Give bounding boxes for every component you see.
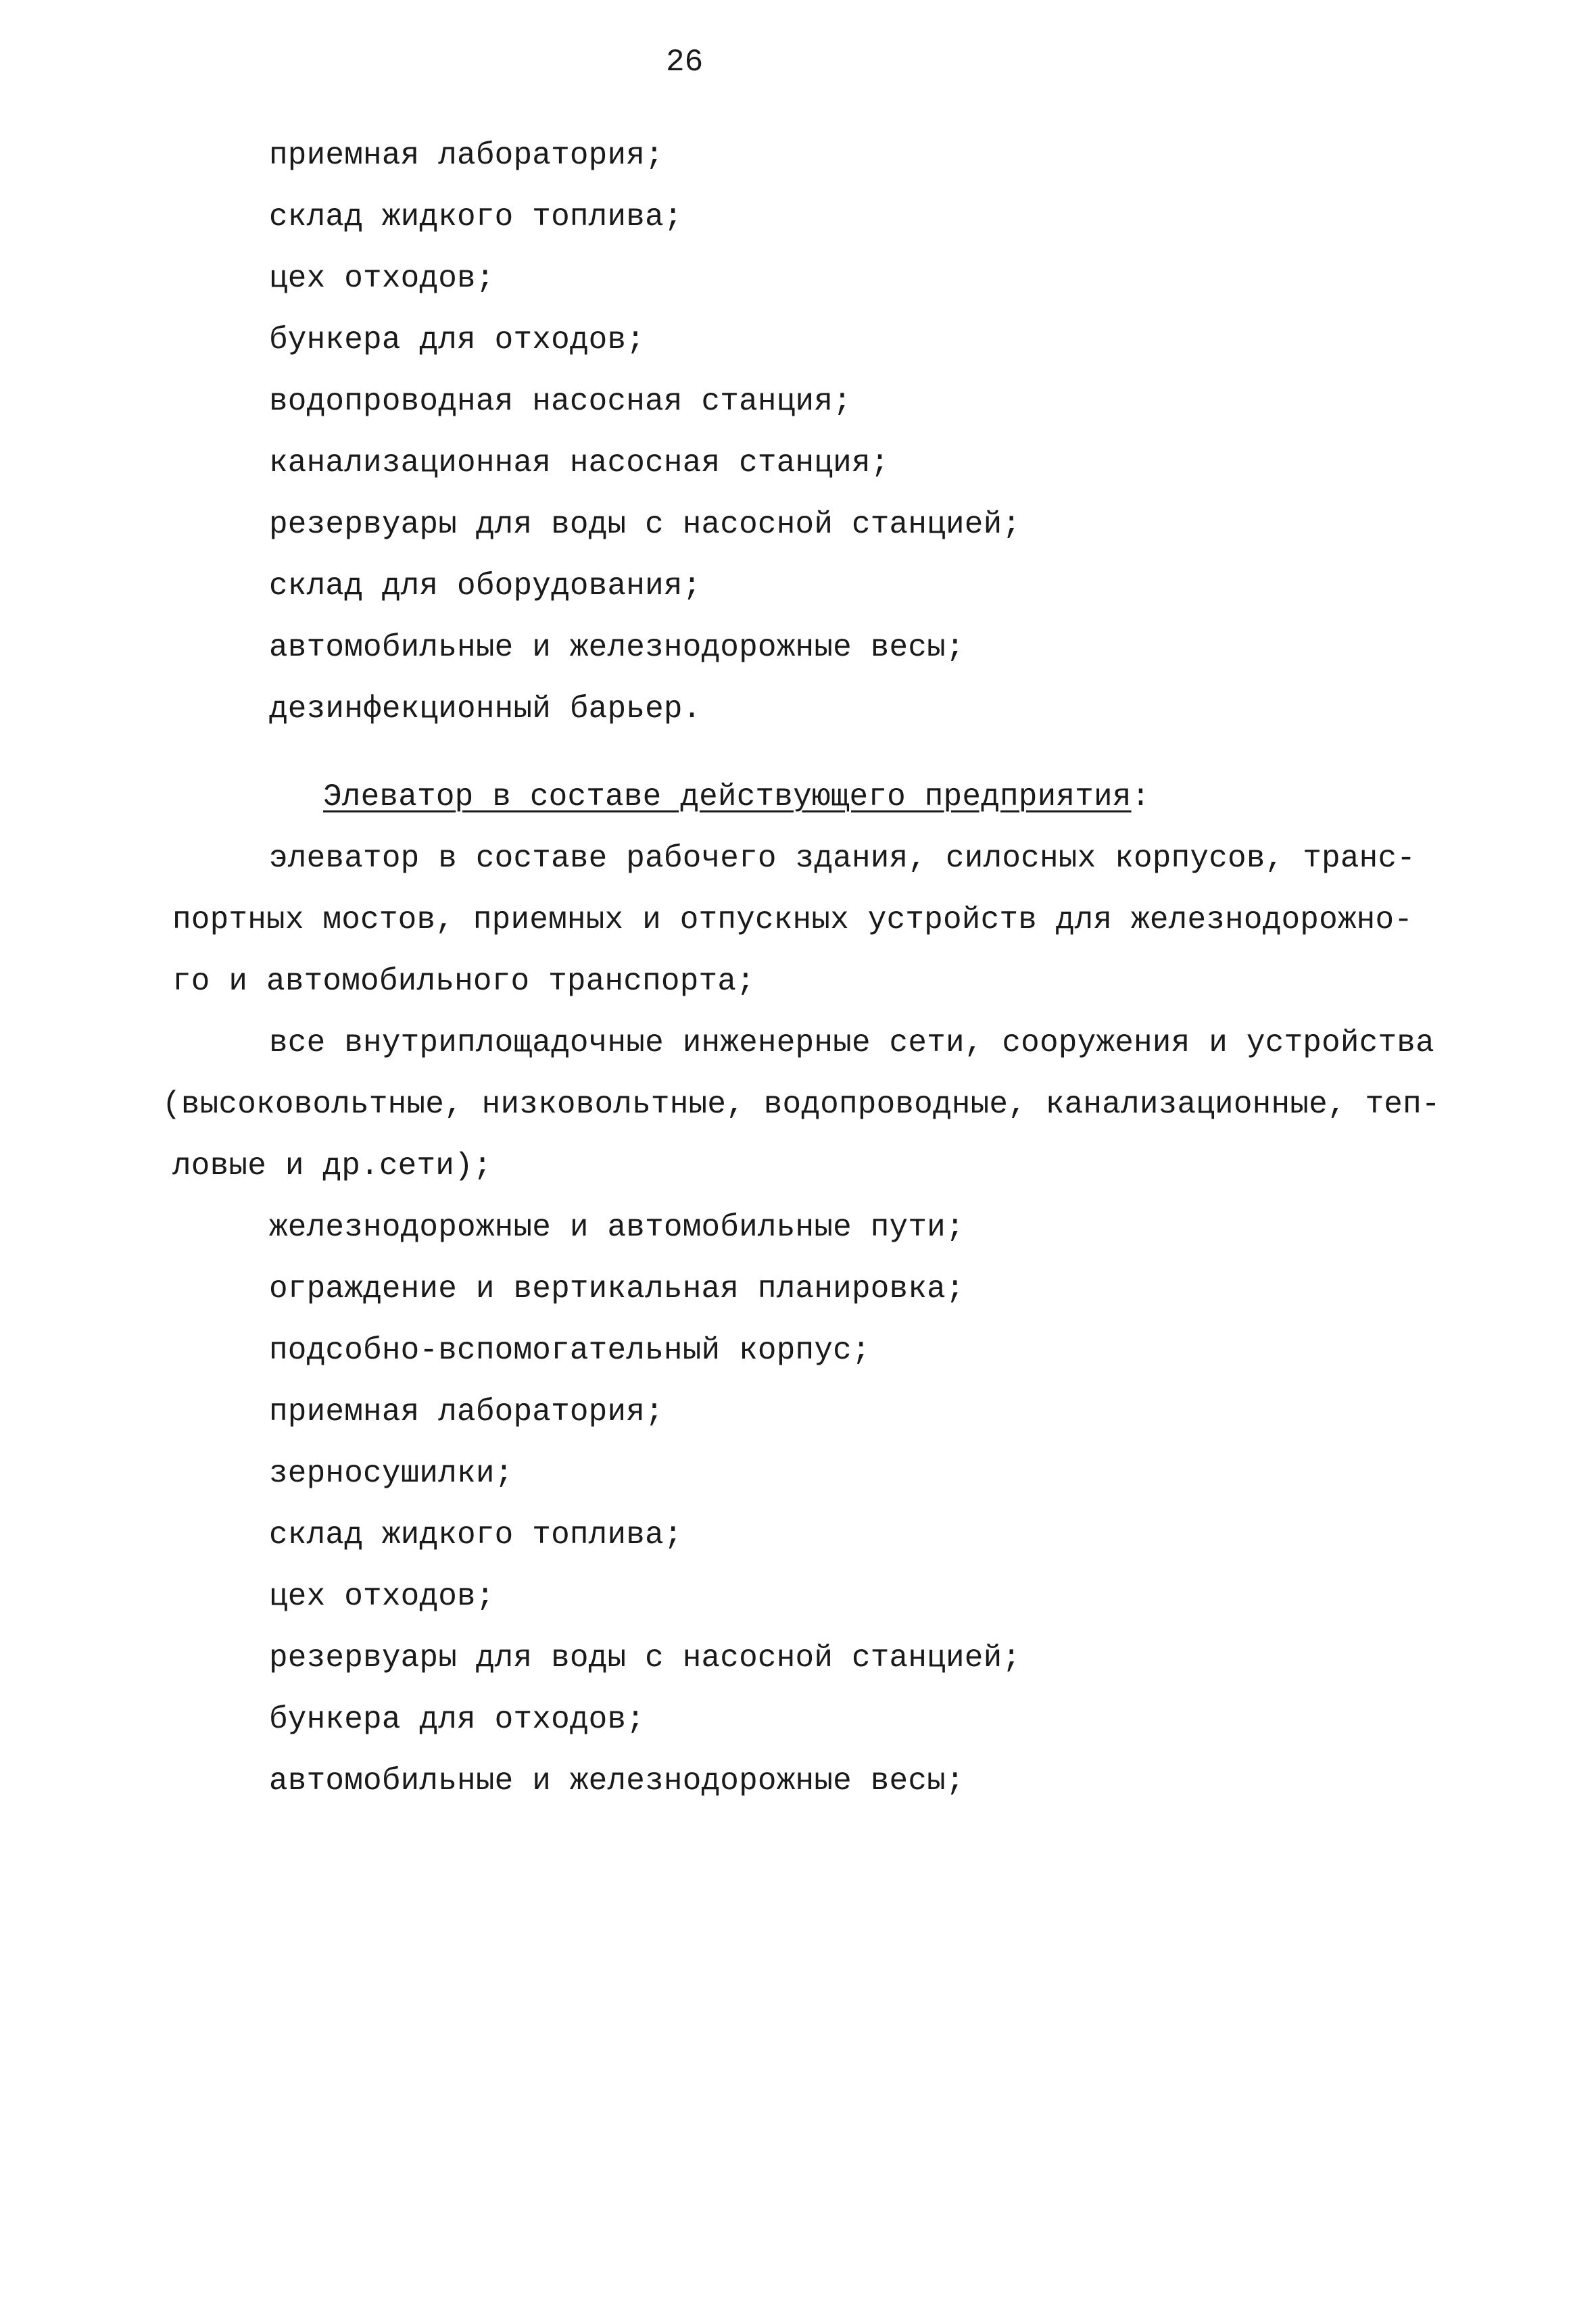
list-item: приемная лаборатория; bbox=[269, 138, 664, 173]
list-item: подсобно-вспомогательный корпус; bbox=[269, 1333, 871, 1368]
list-item: зерносушилки; bbox=[269, 1456, 514, 1491]
list-item: водопроводная насосная станция; bbox=[269, 384, 852, 419]
list-item: склад для оборудования; bbox=[269, 568, 702, 604]
list-item: резервуары для воды с насосной станцией; bbox=[269, 507, 1021, 542]
list-item: цех отходов; bbox=[269, 1579, 495, 1614]
section-heading-text: Элеватор в составе действующего предприятия bbox=[323, 779, 1132, 814]
list-item: ограждение и вертикальная планировка; bbox=[269, 1271, 965, 1307]
page-number: 26 bbox=[666, 45, 704, 80]
section-heading-colon: : bbox=[1131, 779, 1151, 814]
paragraph-line: ловые и др.сети); bbox=[172, 1148, 492, 1184]
paragraph-line: портных мостов, приемных и отпускных устройств для железнодорожно- bbox=[172, 902, 1413, 937]
paragraph-line: (высоковольтные, низковольтные, водопроводные, канализационные, теп- bbox=[162, 1087, 1441, 1122]
list-item: цех отходов; bbox=[269, 261, 495, 296]
list-item: автомобильные и железнодорожные весы; bbox=[269, 1763, 965, 1799]
list-item: автомобильные и железнодорожные весы; bbox=[269, 630, 965, 665]
list-item: склад жидкого топлива; bbox=[269, 199, 683, 235]
list-item: дезинфекционный барьер. bbox=[269, 691, 702, 727]
list-item: железнодорожные и автомобильные пути; bbox=[269, 1210, 965, 1245]
paragraph-line: все внутриплощадочные инженерные сети, сооружения и устройства bbox=[269, 1025, 1434, 1061]
list-item: бункера для отходов; bbox=[269, 1702, 646, 1737]
list-item: резервуары для воды с насосной станцией; bbox=[269, 1640, 1021, 1676]
list-item: склад жидкого топлива; bbox=[269, 1517, 683, 1553]
paragraph-line: го и автомобильного транспорта; bbox=[172, 964, 755, 999]
list-item: бункера для отходов; bbox=[269, 322, 646, 358]
section-heading bbox=[323, 777, 1150, 817]
list-item: канализационная насосная станция; bbox=[269, 445, 890, 481]
paragraph-line: элеватор в составе рабочего здания, силосных корпусов, транс- bbox=[269, 841, 1416, 876]
list-item: приемная лаборатория; bbox=[269, 1394, 664, 1430]
